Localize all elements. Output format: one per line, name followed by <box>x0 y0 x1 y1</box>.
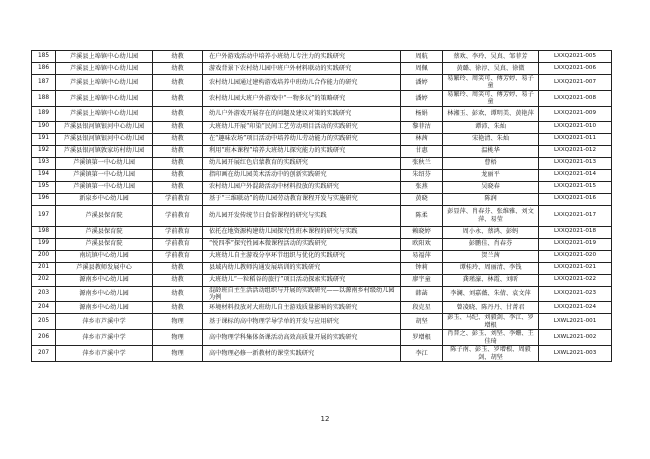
members-cell: 彭玉、马纪、刘毅剑、李江、罗增根 <box>443 314 539 330</box>
code-cell: LXWL2021-001 <box>539 314 612 330</box>
unit-cell: 芦溪县银河镇敦家坊村幼儿园 <box>56 145 153 157</box>
row-number: 206 <box>32 330 56 346</box>
members-cell: 蔡欢、李玲、吴真、邹菲芳 <box>443 51 539 63</box>
members-cell: 陈润 <box>443 193 539 205</box>
table-row <box>32 238 612 250</box>
table-row <box>32 51 612 63</box>
unit-cell: 芦溪县保育院 <box>56 226 153 238</box>
host-cell: 罗增根 <box>401 330 443 346</box>
table-row <box>32 169 612 181</box>
code-cell: LXXQ2021-005 <box>539 51 612 63</box>
title-cell: 利用“班本课程”培养大班幼儿探究能力的实践研究 <box>203 145 401 157</box>
code-cell: LXXQ2021-012 <box>539 145 612 157</box>
members-cell: 谭沛、朱灿 <box>443 121 539 133</box>
project-table <box>31 50 612 362</box>
table-row <box>32 145 612 157</box>
title-cell: 幼儿户外游戏开展存在的问题及建议对策的实践研究 <box>203 106 401 121</box>
unit-cell: 源南乡中心幼儿园 <box>56 286 153 302</box>
row-number: 193 <box>32 157 56 169</box>
unit-cell: 芦溪县上埠镇中心幼儿园 <box>56 90 153 106</box>
members-cell: 龙丽平 <box>443 169 539 181</box>
category-cell: 幼教 <box>153 63 203 75</box>
unit-cell: 芦溪镇第一中心幼儿园 <box>56 169 153 181</box>
row-number: 195 <box>32 181 56 193</box>
members-cell: 林湘玉、彭欢、谭明美、黄艳萍 <box>443 106 539 121</box>
row-number: 188 <box>32 90 56 106</box>
table-row <box>32 63 612 75</box>
code-cell: LXXQ2021-009 <box>539 106 612 121</box>
code-cell: LXXQ2021-023 <box>539 286 612 302</box>
code-cell: LXXQ2021-024 <box>539 302 612 314</box>
table-row <box>32 314 612 330</box>
unit-cell: 萍乡市芦溪中学 <box>56 330 153 346</box>
table-row <box>32 330 612 346</box>
members-cell: 李澜、刘嘉薇、朱倩、袁文萍 <box>443 286 539 302</box>
title-cell: 基于“三维联动”的幼儿园劳动教育课程开发与实施研究 <box>203 193 401 205</box>
category-cell: 学前教育 <box>153 238 203 250</box>
title-cell: 在户外游戏活动中培养小班幼儿专注力的实践研究 <box>203 51 401 63</box>
table-row <box>32 157 612 169</box>
members-cell: 贺兰茜 <box>443 250 539 262</box>
row-number: 201 <box>32 262 56 274</box>
table-row <box>32 262 612 274</box>
host-cell: 黎菲沽 <box>401 121 443 133</box>
row-number: 196 <box>32 193 56 205</box>
table-row <box>32 106 612 121</box>
host-cell: 潘婷 <box>401 90 443 106</box>
members-cell: 易繁玲、周笑可、傅芳婷、易子童 <box>443 75 539 91</box>
host-cell: 易福萍 <box>401 250 443 262</box>
unit-cell: 芦溪县上埠镇中心幼儿园 <box>56 63 153 75</box>
host-cell: 胡坚 <box>401 314 443 330</box>
members-cell: 彭显萍、肖春芬、张维雅、刘文萍、易莹 <box>443 205 539 226</box>
title-cell: 大班幼儿“一粒稻谷的旅行”项目活动探索实践研究 <box>203 274 401 286</box>
category-cell: 物理 <box>153 330 203 346</box>
table-row <box>32 226 612 238</box>
unit-cell: 芦溪县保育院 <box>56 205 153 226</box>
code-cell: LXXQ2021-006 <box>539 63 612 75</box>
category-cell: 幼教 <box>153 181 203 193</box>
unit-cell: 南坑镇中心幼儿园 <box>56 250 153 262</box>
title-cell: 幼儿园开发传统节日食俗课程的研究与实践 <box>203 205 401 226</box>
host-cell: 潘婷 <box>401 75 443 91</box>
title-cell: 农村幼儿园通过建构游戏培养中班幼儿合作能力的研究 <box>203 75 401 91</box>
code-cell: LXXQ2021-018 <box>539 226 612 238</box>
code-cell: LXXQ2021-021 <box>539 262 612 274</box>
row-number: 203 <box>32 286 56 302</box>
row-number: 194 <box>32 169 56 181</box>
unit-cell: 芦溪县银河镇银河中心幼儿园 <box>56 133 153 145</box>
category-cell: 幼教 <box>153 121 203 133</box>
title-cell: 游戏背景下农村幼儿园中班户外材料联动的实践研究 <box>203 63 401 75</box>
row-number: 192 <box>32 145 56 157</box>
table-body <box>32 51 612 362</box>
members-cell: 肖普之、彭玉、刘坚、李姗、王佳琦 <box>443 330 539 346</box>
members-cell: 宋艳清、朱灿 <box>443 133 539 145</box>
title-cell: 混龄班自主生活活动组织与开展的实践研究——以源南乡村级幼儿园为例 <box>203 286 401 302</box>
table-row <box>32 121 612 133</box>
host-cell: 李江 <box>401 346 443 362</box>
category-cell: 学前教育 <box>153 250 203 262</box>
category-cell: 幼教 <box>153 145 203 157</box>
row-number: 190 <box>32 121 56 133</box>
code-cell: LXXQ2021-014 <box>539 169 612 181</box>
title-cell: 农村幼儿园大班户外游戏中“一物多玩”的策略研究 <box>203 90 401 106</box>
row-number: 197 <box>32 205 56 226</box>
members-cell: 曹梧 <box>443 157 539 169</box>
row-number: 202 <box>32 274 56 286</box>
code-cell: LXXQ2021-013 <box>539 157 612 169</box>
title-cell: 大班幼儿开展“印染”民间工艺劳动项目活动的实践研究 <box>203 121 401 133</box>
title-cell: 幼儿园开展红色启蒙教育的实践研究 <box>203 157 401 169</box>
host-cell: 周佩 <box>401 63 443 75</box>
page-number: 12 <box>320 415 330 423</box>
title-cell: 指印画在幼儿园美术活动中的创新实践研究 <box>203 169 401 181</box>
host-cell: 甘惠 <box>401 145 443 157</box>
category-cell: 幼教 <box>153 51 203 63</box>
members-cell: 吴晓春 <box>443 181 539 193</box>
host-cell: 赖晓婷 <box>401 226 443 238</box>
title-cell: “悦四季”探究性园本微课程活动的实践研究 <box>203 238 401 250</box>
code-cell: LXXQ2021-007 <box>539 75 612 91</box>
category-cell: 幼教 <box>153 169 203 181</box>
unit-cell: 芦溪县上埠镇中心幼儿园 <box>56 51 153 63</box>
code-cell: LXXQ2021-015 <box>539 181 612 193</box>
row-number: 207 <box>32 346 56 362</box>
row-number: 198 <box>32 226 56 238</box>
code-cell: LXXQ2021-008 <box>539 90 612 106</box>
code-cell: LXXQ2021-022 <box>539 274 612 286</box>
host-cell: 朱绍芬 <box>401 169 443 181</box>
unit-cell: 芦溪县银河镇银河中心幼儿园 <box>56 121 153 133</box>
host-cell: 段克星 <box>401 302 443 314</box>
category-cell: 学前教育 <box>153 226 203 238</box>
title-cell: 基于课标的高中物理学导学单的开发与应用研究 <box>203 314 401 330</box>
category-cell: 幼教 <box>153 90 203 106</box>
category-cell: 物理 <box>153 314 203 330</box>
category-cell: 学前教育 <box>153 193 203 205</box>
unit-cell: 新泉乡中心幼儿园 <box>56 193 153 205</box>
host-cell: 欧阳欢 <box>401 238 443 250</box>
table-row <box>32 193 612 205</box>
table-row <box>32 133 612 145</box>
host-cell: 张燕 <box>401 181 443 193</box>
title-cell: 高中物理学科集体备课活动高效高质量开展的实践研究 <box>203 330 401 346</box>
code-cell: LXXQ2021-010 <box>539 121 612 133</box>
category-cell: 物理 <box>153 346 203 362</box>
members-cell: 曾凌晓、陈丹丹、甘菁君 <box>443 302 539 314</box>
members-cell: 周小永、蔡鸿、彭蚂 <box>443 226 539 238</box>
row-number: 187 <box>32 75 56 91</box>
host-cell: 周航 <box>401 51 443 63</box>
members-cell: 陈子南、彭玉、罗增根、周毅剑、胡坚 <box>443 346 539 362</box>
members-cell: 黄璐、徐淳、吴真、徐微 <box>443 63 539 75</box>
members-cell: 彭鹏佳、肖春芬 <box>443 238 539 250</box>
title-cell: 高中物理必修一新教材的课堂实践研究 <box>203 346 401 362</box>
table-row <box>32 346 612 362</box>
host-cell: 杨娟 <box>401 106 443 121</box>
unit-cell: 萍乡市芦溪中学 <box>56 314 153 330</box>
row-number: 204 <box>32 302 56 314</box>
category-cell: 学前教育 <box>153 205 203 226</box>
title-cell: 县域内幼儿教师沟通发展培训的实践研究 <box>203 262 401 274</box>
row-number: 191 <box>32 133 56 145</box>
host-cell: 林茜 <box>401 133 443 145</box>
host-cell: 钟莉 <box>401 262 443 274</box>
category-cell: 幼教 <box>153 274 203 286</box>
table-row <box>32 75 612 91</box>
title-cell: 大班幼儿自主游戏分享环节组织与优化的实践研究 <box>203 250 401 262</box>
row-number: 205 <box>32 314 56 330</box>
category-cell: 幼教 <box>153 133 203 145</box>
members-cell: 龚瑾濠、林霞、刘昕 <box>443 274 539 286</box>
table-row <box>32 181 612 193</box>
code-cell: LXXQ2021-011 <box>539 133 612 145</box>
code-cell: LXWL2021-002 <box>539 330 612 346</box>
unit-cell: 芦溪镇第一中心幼儿园 <box>56 181 153 193</box>
category-cell: 幼教 <box>153 286 203 302</box>
unit-cell: 芦溪县上埠镇中心幼儿园 <box>56 75 153 91</box>
code-cell: LXXQ2021-016 <box>539 193 612 205</box>
row-number: 186 <box>32 63 56 75</box>
row-number: 189 <box>32 106 56 121</box>
unit-cell: 源南乡中心幼儿园 <box>56 302 153 314</box>
table-row <box>32 274 612 286</box>
host-cell: 廖宇童 <box>401 274 443 286</box>
code-cell: LXXQ2021-020 <box>539 250 612 262</box>
table-row <box>32 286 612 302</box>
category-cell: 幼教 <box>153 302 203 314</box>
title-cell: 环境材料投放对大班幼儿自主游戏质量影响的实践研究 <box>203 302 401 314</box>
host-cell: 黄晓 <box>401 193 443 205</box>
row-number: 185 <box>32 51 56 63</box>
host-cell: 陈柔 <box>401 205 443 226</box>
code-cell: LXWL2021-003 <box>539 346 612 362</box>
unit-cell: 芦溪县教师发展中心 <box>56 262 153 274</box>
members-cell: 易繁玲、周笑可、傅芳婷、易子童 <box>443 90 539 106</box>
unit-cell: 芦溪县保育院 <box>56 238 153 250</box>
title-cell: 在“趣味农场”项目活动中培养幼儿劳动能力的实践研究 <box>203 133 401 145</box>
table-row <box>32 205 612 226</box>
host-cell: 韩菡 <box>401 286 443 302</box>
members-cell: 谭桂玲、周丽清、李钱 <box>443 262 539 274</box>
row-number: 199 <box>32 238 56 250</box>
unit-cell: 芦溪县上埠镇中心幼儿园 <box>56 106 153 121</box>
table-row <box>32 250 612 262</box>
table-row <box>32 302 612 314</box>
code-cell: LXXQ2021-017 <box>539 205 612 226</box>
members-cell: 温桃华 <box>443 145 539 157</box>
title-cell: 农村幼儿园户外混龄活动中材料投放的实践研究 <box>203 181 401 193</box>
category-cell: 幼教 <box>153 157 203 169</box>
category-cell: 幼教 <box>153 75 203 91</box>
table-row <box>32 90 612 106</box>
unit-cell: 芦溪镇第一中心幼儿园 <box>56 157 153 169</box>
unit-cell: 源南乡中心幼儿园 <box>56 274 153 286</box>
unit-cell: 萍乡市芦溪中学 <box>56 346 153 362</box>
row-number: 200 <box>32 250 56 262</box>
title-cell: 依托在地资源构建幼儿园探究性班本课程的研究与实践 <box>203 226 401 238</box>
category-cell: 幼教 <box>153 262 203 274</box>
category-cell: 幼教 <box>153 106 203 121</box>
code-cell: LXXQ2021-019 <box>539 238 612 250</box>
host-cell: 张秋兰 <box>401 157 443 169</box>
